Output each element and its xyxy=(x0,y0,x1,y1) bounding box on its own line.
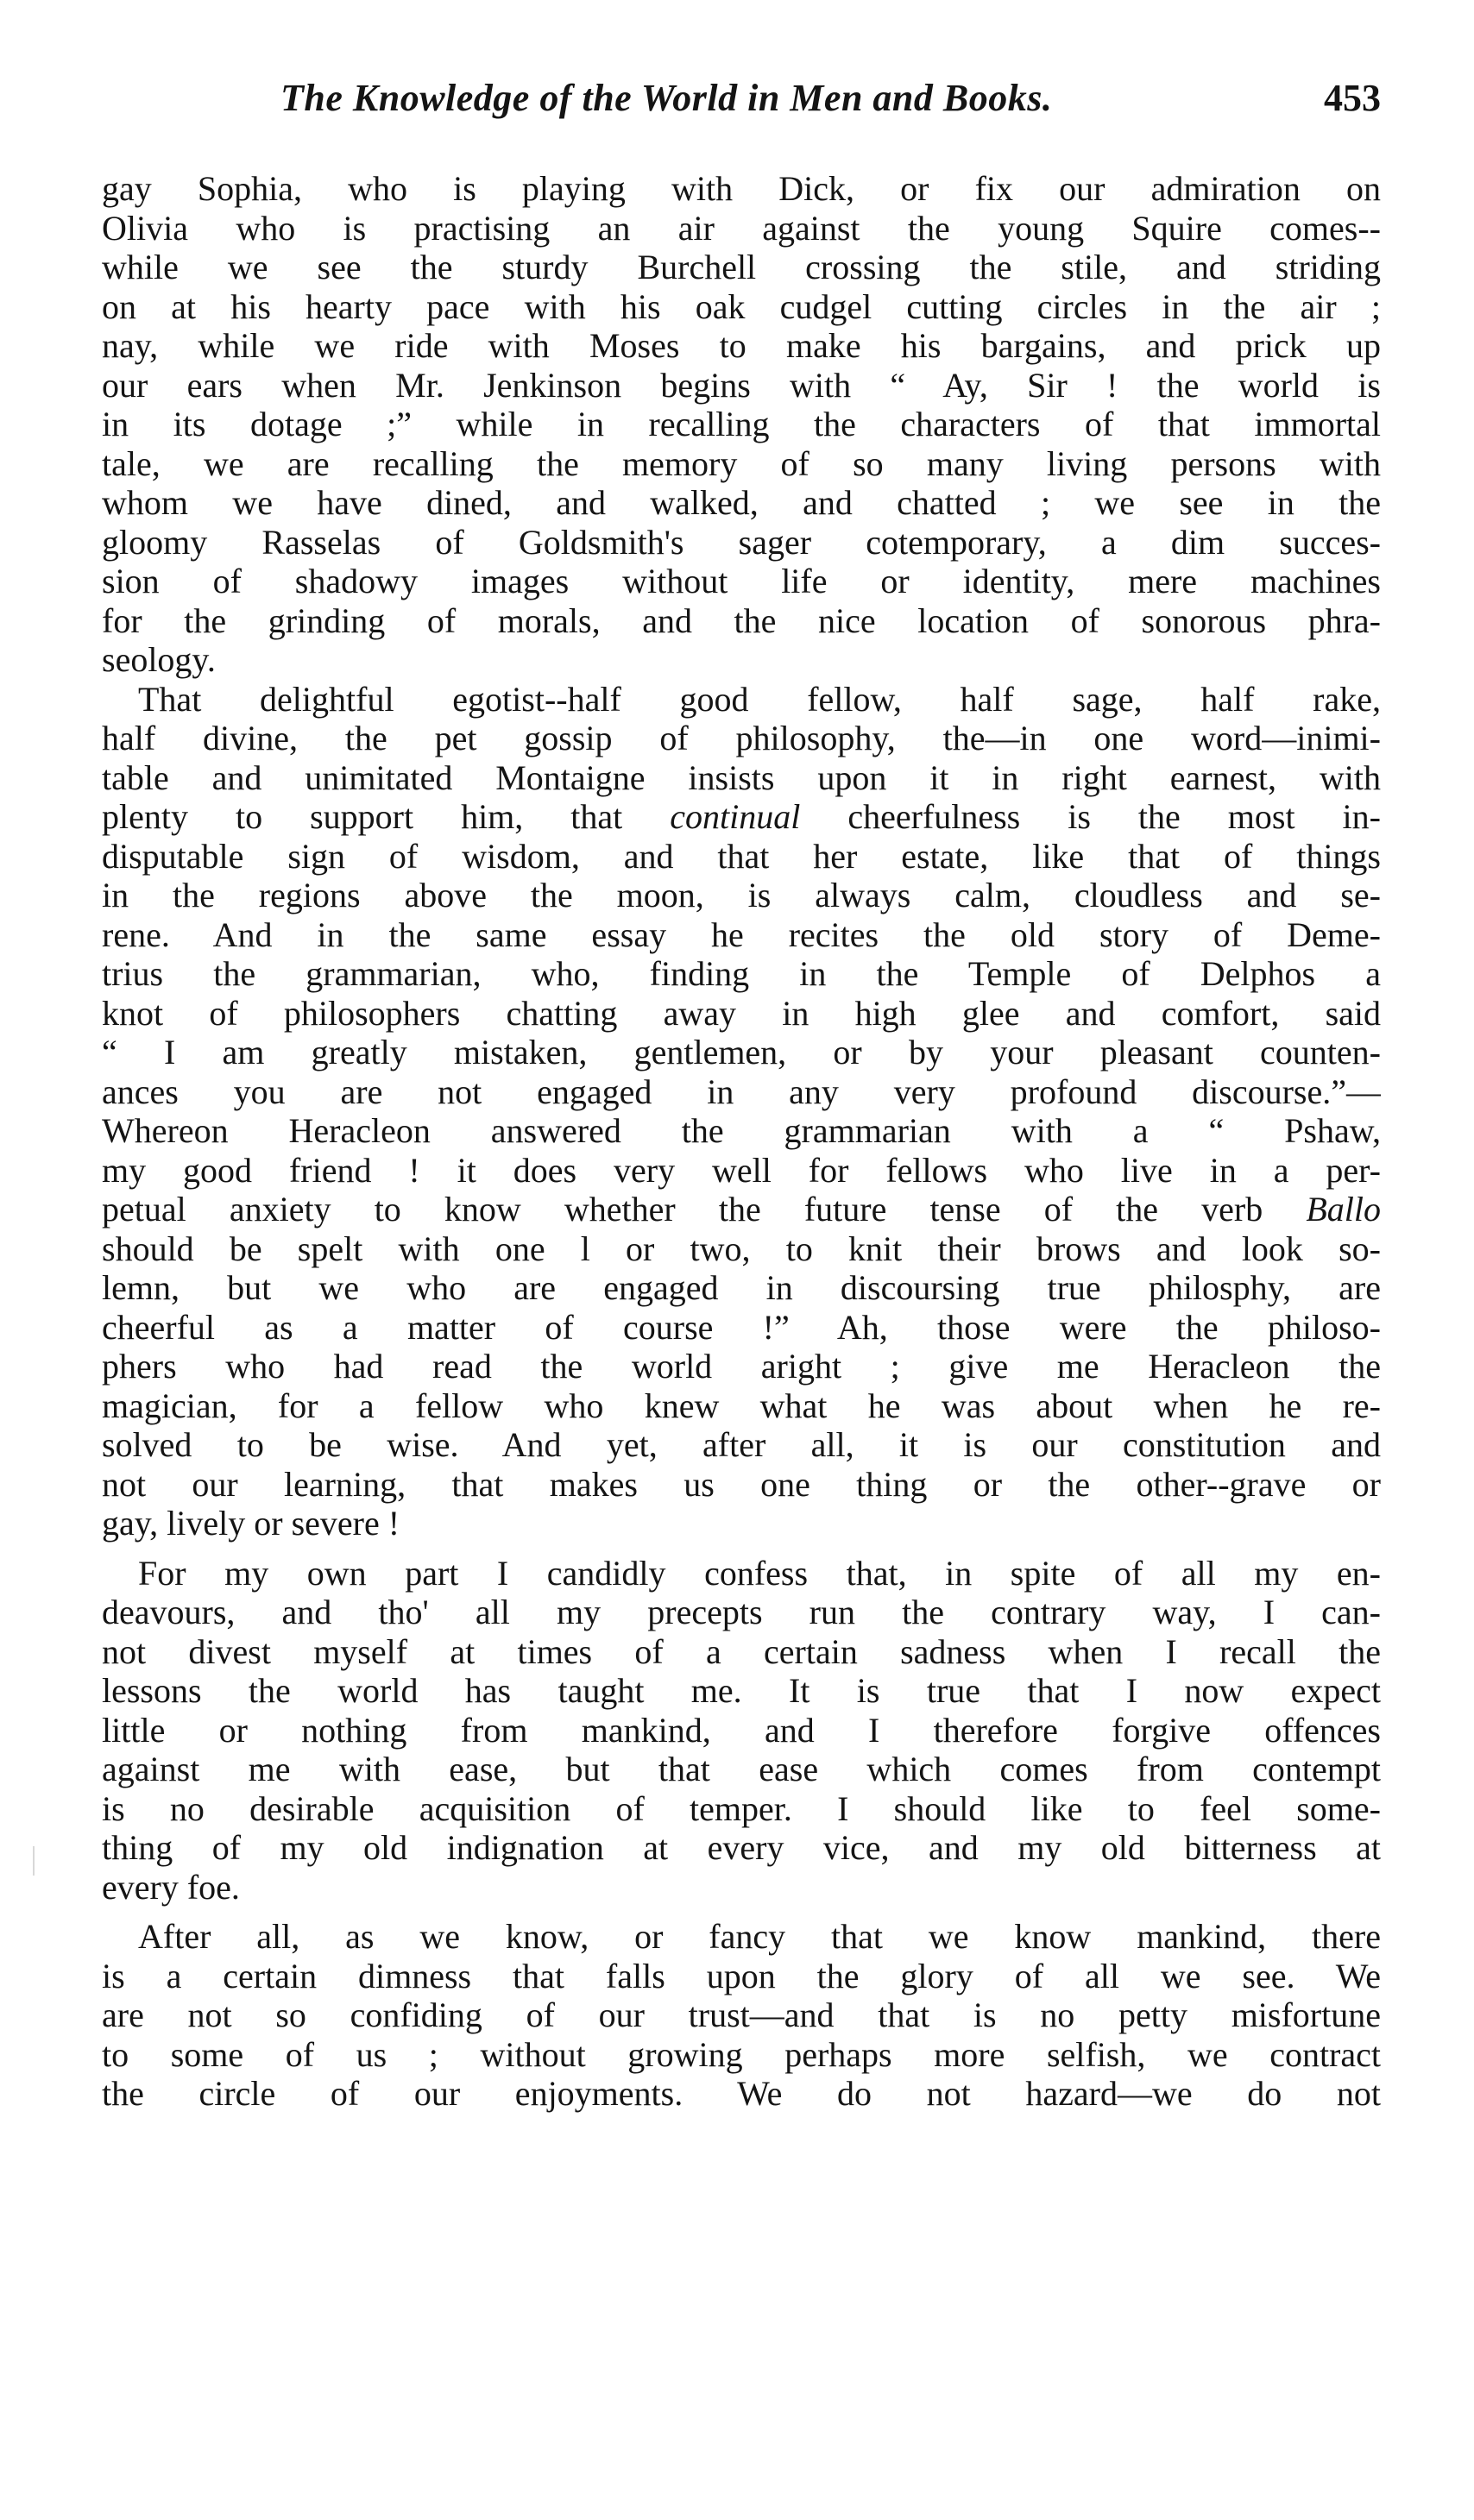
text-line: ances you are not engaged in any very profound discourse.”— xyxy=(102,1071,1381,1111)
text-line: not our learning, that makes us one thing or the other--grave or xyxy=(102,1464,1381,1504)
text-line: solved to be wise. And yet, after all, it is our constitution and xyxy=(102,1425,1381,1464)
text-line: “ I am greatly mistaken, gentlemen, or by your pleasant counten- xyxy=(102,1033,1381,1071)
text-line: sion of shadowy images without life or identity, mere machines xyxy=(102,562,1381,600)
text-line: on at his hearty pace with his oak cudgel cutting circles in the air ; xyxy=(102,286,1381,326)
text-line: my good friend ! it does very well for fellows who live in a per- xyxy=(102,1150,1381,1190)
page-number: 453 xyxy=(1324,77,1381,119)
body-text xyxy=(102,169,1381,2114)
text-line: gay Sophia, who is playing with Dick, or fix our admiration on xyxy=(102,169,1381,208)
text-line: magician, for a fellow who knew what he was about when he re- xyxy=(102,1386,1381,1425)
text-line: should be spelt with one l or two, to knit their brows and look so- xyxy=(102,1229,1381,1268)
italic-word: continual xyxy=(670,797,801,836)
text-line: deavours, and tho' all my precepts run the contrary way, I can- xyxy=(102,1593,1381,1631)
running-title: The Knowledge of the World in Men and Books. xyxy=(280,77,1053,119)
text-line: nay, while we ride with Moses to make his bargains, and prick up xyxy=(102,326,1381,365)
paragraph-gap xyxy=(102,1907,1381,1917)
text-line: lemn, but we who are engaged in discoursing true philosphy, are xyxy=(102,1268,1381,1307)
text-line: Whereon Heracleon answered the grammarian with a “ Pshaw, xyxy=(102,1111,1381,1150)
running-head xyxy=(129,76,1381,136)
text-line: seology. xyxy=(102,640,216,679)
text-line: while we see the sturdy Burchell crossing the stile, and striding xyxy=(102,248,1381,286)
text-line: cheerful as a matter of course !” Ah, those were the philoso- xyxy=(102,1307,1381,1347)
text-line: against me with ease, but that ease which comes from contempt xyxy=(102,1750,1381,1788)
text-line: to some of us ; without growing perhaps more selfish, we contract xyxy=(102,2034,1381,2074)
text-line: trius the grammarian, who, finding in the Temple of Delphos a xyxy=(102,954,1381,993)
text-line: the circle of our enjoyments. We do not hazard—we do not xyxy=(102,2074,1381,2113)
text-line: knot of philosophers chatting away in high glee and comfort, said xyxy=(102,993,1381,1033)
text-line: is a certain dimness that falls upon the glory of all we see. We xyxy=(102,1956,1381,1995)
text-line: phers who had read the world aright ; give me Heracleon the xyxy=(102,1347,1381,1386)
text-line: little or nothing from mankind, and I therefore forgive offences xyxy=(102,1710,1381,1750)
paragraph xyxy=(102,1917,1381,2114)
paragraph xyxy=(102,1554,1381,1907)
paragraph-gap xyxy=(102,1543,1381,1554)
text-line: disputable sign of wisdom, and that her estate, like that of things xyxy=(102,836,1381,876)
text-line: not divest myself at times of a certain sadness when I recall the xyxy=(102,1631,1381,1671)
text-line: That delightful egotist--half good fellow, half sage, half rake, xyxy=(138,679,1381,719)
text-line: our ears when Mr. Jenkinson begins with “ Ay, Sir ! the world is xyxy=(102,365,1381,405)
text-line: petual anxiety to know whether the future tense of the verb Ballo xyxy=(102,1190,1381,1229)
margin-mark xyxy=(33,1846,35,1876)
text-line: gay, lively or severe ! xyxy=(102,1504,400,1543)
text-line: rene. And in the same essay he recites the old story of Deme- xyxy=(102,914,1381,954)
text-line: for the grinding of morals, and the nice location of sonorous phra- xyxy=(102,600,1381,640)
text-line: in its dotage ;” while in recalling the characters of that immortal xyxy=(102,405,1381,443)
paragraph xyxy=(102,680,1381,1543)
text-line: every foe. xyxy=(102,1867,240,1907)
text-line: lessons the world has taught me. It is true that I now expect xyxy=(102,1671,1381,1710)
text-line: thing of my old indignation at every vice, and my old bitterness at xyxy=(102,1828,1381,1867)
text-line: is no desirable acquisition of temper. I should like to feel some- xyxy=(102,1788,1381,1828)
text-line: tale, we are recalling the memory of so many living persons with xyxy=(102,443,1381,483)
text-line: in the regions above the moon, is always calm, cloudless and se- xyxy=(102,876,1381,914)
text-line: whom we have dined, and walked, and chatted ; we see in the xyxy=(102,483,1381,522)
text-line: For my own part I candidly confess that, in spite of all my en- xyxy=(138,1553,1381,1593)
text-line: table and unimitated Montaigne insists upon it in right earnest, with xyxy=(102,757,1381,797)
text-line: Olivia who is practising an air against the young Squire comes-- xyxy=(102,208,1381,248)
text-line: are not so confiding of our trust—and that is no petty misfortune xyxy=(102,1995,1381,2034)
italic-word: Ballo xyxy=(1306,1190,1381,1229)
text-line: After all, as we know, or fancy that we know mankind, there xyxy=(138,1917,1381,1956)
text-line: gloomy Rasselas of Goldsmith's sager cotemporary, a dim succes- xyxy=(102,522,1381,562)
text-line: half divine, the pet gossip of philosophy, the—in one word—inimi- xyxy=(102,719,1381,757)
paragraph xyxy=(102,169,1381,680)
text-line: plenty to support him, that continual cheerfulness is the most in- xyxy=(102,797,1381,836)
